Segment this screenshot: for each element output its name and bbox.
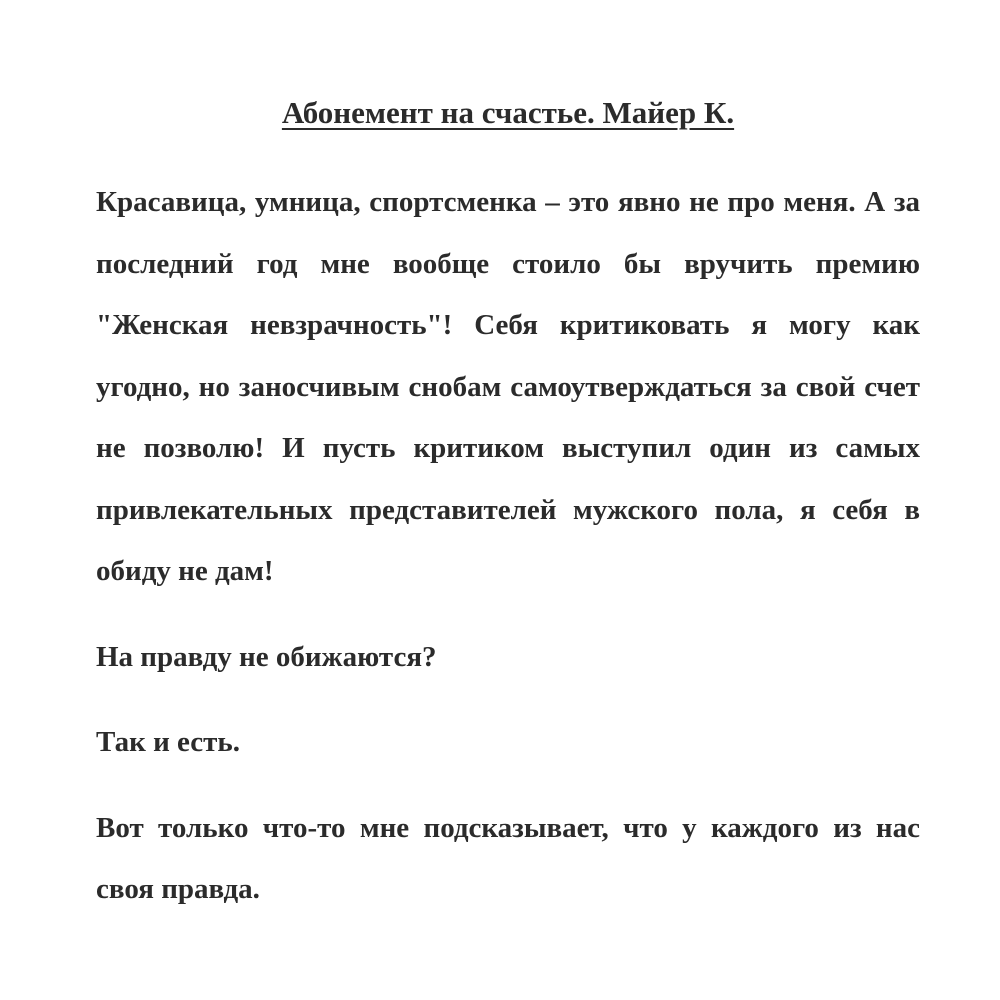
paragraph: Красавица, умница, спортсменка – это явно не про меня. А за последний год мне вообще стоило бы вручить премию "Женская невзрачность"! Себя критиковать я могу как угодно, но заносчивым снобам самоутверждаться за свой счет не позволю! И пусть критиком выступил один из самых привлекательных представителей мужского пола, я себя в обиду не дам! xyxy=(96,186,920,587)
document-title: Абонемент на счастье. Майер К. xyxy=(281,95,735,130)
paragraph: На правду не обижаются? xyxy=(96,640,437,673)
paragraph: Вот только что-то мне подсказывает, что у каждого из нас своя правда. xyxy=(96,811,920,905)
paragraph: Так и есть. xyxy=(96,726,240,758)
